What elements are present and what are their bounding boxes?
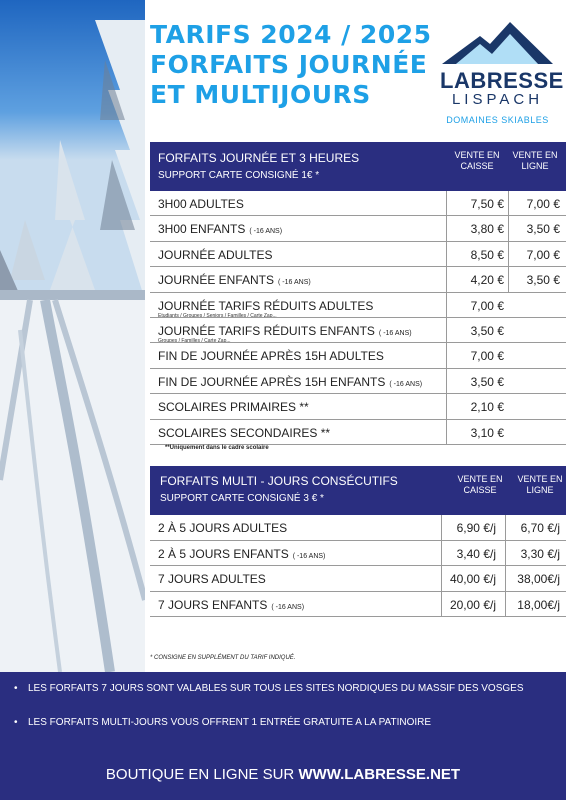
row-label-text: FIN DE JOURNÉE APRÈS 15H ENFANTS <box>158 374 386 389</box>
logo-brand: LABRESSE <box>440 68 564 93</box>
table-row <box>150 242 566 267</box>
price-ligne: 38,00€/j <box>517 572 560 586</box>
price-ligne: 3,50 € <box>526 273 560 288</box>
row-age-note: ( -16 ANS) <box>249 228 283 236</box>
row-label <box>158 400 309 414</box>
row-label-text: JOURNÉE TARIFS RÉDUITS ENFANTS <box>158 324 375 338</box>
table-row <box>150 343 566 368</box>
column-divider <box>508 191 509 293</box>
row-label-text: JOURNÉE ADULTES <box>158 247 273 262</box>
section1-col-ligne: VENTE EN LIGNE <box>512 150 558 171</box>
footer-bullet-2-text: LES FORFAITS MULTI-JOURS VOUS OFFRENT 1 ENTRÉE GRATUITE A LA PATINOIRE <box>28 717 432 728</box>
table-row <box>150 191 566 216</box>
price-caisse: 4,20 € <box>470 273 504 288</box>
price-caisse: 6,90 €/j <box>456 521 496 535</box>
shop-link[interactable] <box>0 766 566 783</box>
footer-bullet-1: • LES FORFAITS 7 JOURS SONT VALABLES SUR TOUS LES SITES NORDIQUES DU MASSIF DES VOSGES <box>14 683 524 694</box>
school-footnote: **Uniquement dans le cadre scolaire <box>165 445 269 451</box>
row-age-note: ( -16 ANS) <box>292 552 326 560</box>
row-age-note: ( -16 ANS) <box>389 380 423 388</box>
price-caisse: 3,10 € <box>470 425 504 440</box>
row-label <box>158 521 287 535</box>
row-age-note: ( -16 ANS) <box>278 279 311 287</box>
row-label-text: 7 JOURS ADULTES <box>158 572 266 586</box>
row-label-text: 7 JOURS ENFANTS <box>158 597 268 612</box>
row-label-text: 3H00 ADULTES <box>158 197 244 211</box>
column-divider <box>505 515 506 617</box>
row-label <box>158 248 272 262</box>
section2-header <box>150 466 566 515</box>
column-divider <box>446 191 447 445</box>
row-label-text: FIN DE JOURNÉE APRÈS 15H ADULTES <box>158 349 384 364</box>
row-label <box>158 572 266 586</box>
row-subnote: Etudiants / Groupes / Seniors / Familles / Carte Zap... <box>158 312 277 319</box>
row-label-text: 3H00 ENFANTS <box>158 222 246 237</box>
table-row <box>150 566 566 591</box>
title-line-3: ET MULTIJOURS <box>150 80 371 109</box>
consigne-note: * CONSIGNE EN SUPPLÉMENT DU TARIF INDIQUÉ. <box>150 655 296 661</box>
price-ligne: 7,00 € <box>526 197 560 211</box>
row-label <box>158 299 373 313</box>
footer-band <box>0 672 566 800</box>
labresse-logo <box>440 18 564 128</box>
section2-col-caisse: VENTE EN CAISSE <box>457 474 503 495</box>
table-row <box>150 420 566 445</box>
row-label <box>158 222 282 236</box>
row-label <box>158 426 330 440</box>
section2-col-ligne: VENTE EN LIGNE <box>517 474 563 495</box>
price-ligne: 3,50 € <box>526 222 560 237</box>
row-label <box>158 324 412 338</box>
price-ligne: 18,00€/j <box>517 597 560 612</box>
price-caisse: 7,00 € <box>470 349 504 364</box>
row-label <box>158 375 422 389</box>
row-label-text: JOURNÉE TARIFS RÉDUITS ADULTES <box>158 298 374 313</box>
footer-bullet-2: • LES FORFAITS MULTI-JOURS VOUS OFFRENT 1 ENTRÉE GRATUITE A LA PATINOIRE <box>14 717 432 728</box>
snowy-forest-photo <box>0 0 145 672</box>
table-row <box>150 369 566 394</box>
row-age-note: ( -16 ANS) <box>378 330 412 337</box>
table-row <box>150 592 566 617</box>
row-label <box>158 547 325 561</box>
footer-bullet-1-text: LES FORFAITS 7 JOURS SONT VALABLES SUR TOUS LES SITES NORDIQUES DU MASSIF DES VOSGES <box>28 683 524 694</box>
row-label-text: JOURNÉE ENFANTS <box>158 273 275 288</box>
shop-prefix: BOUTIQUE EN LIGNE SUR <box>105 766 299 783</box>
table-row <box>150 541 566 566</box>
mountain-icon <box>440 18 555 70</box>
row-divider <box>150 616 566 617</box>
price-caisse: 2,10 € <box>470 400 504 415</box>
table-row <box>150 216 566 241</box>
section1-header <box>150 142 566 191</box>
section1-col-caisse: VENTE EN CAISSE <box>454 150 500 171</box>
price-ligne: 3,30 €/j <box>520 546 560 561</box>
row-label-text: 2 À 5 JOURS ADULTES <box>158 521 288 535</box>
row-label-text: SCOLAIRES PRIMAIRES ** <box>158 400 309 415</box>
price-caisse: 3,80 € <box>470 222 504 237</box>
row-label <box>158 273 311 287</box>
logo-sub: LISPACH <box>451 91 544 108</box>
column-divider <box>441 515 442 617</box>
price-caisse: 3,40 €/j <box>456 546 496 561</box>
title-line-1: TARIFS 2024 / 2025 <box>150 20 432 49</box>
row-label-text: 2 À 5 JOURS ENFANTS <box>158 546 289 561</box>
price-ligne: 6,70 €/j <box>520 521 560 535</box>
table-row <box>150 515 566 540</box>
table-row <box>150 293 566 318</box>
price-caisse: 7,00 € <box>470 298 504 313</box>
price-caisse: 8,50 € <box>470 247 504 262</box>
price-ligne: 7,00 € <box>526 247 560 262</box>
table-row <box>150 318 566 343</box>
table-row <box>150 394 566 419</box>
section1-subtitle: SUPPORT CARTE CONSIGNÉ 1€ * <box>158 170 320 181</box>
shop-url[interactable]: WWW.LABRESSE.NET <box>298 766 461 783</box>
section2-title: FORFAITS MULTI - JOURS CONSÉCUTIFS <box>160 474 398 488</box>
price-caisse: 3,50 € <box>470 374 504 389</box>
row-label <box>158 197 244 211</box>
row-label-text: SCOLAIRES SECONDAIRES ** <box>158 425 331 440</box>
row-subnote: Groupes / Familles / Carte Zap... <box>158 338 231 344</box>
section2-subtitle: SUPPORT CARTE CONSIGNÉ 3 € * <box>160 493 324 504</box>
price-caisse: 20,00 €/j <box>449 597 496 612</box>
row-label <box>158 598 304 612</box>
price-caisse: 40,00 €/j <box>449 572 496 586</box>
logo-tagline: DOMAINES SKIABLES <box>446 115 549 125</box>
price-caisse: 7,50 € <box>470 197 504 211</box>
section1-title: FORFAITS JOURNÉE ET 3 HEURES <box>158 151 360 165</box>
row-age-note: ( -16 ANS) <box>271 603 305 611</box>
title-line-2: FORFAITS JOURNÉE <box>150 50 428 79</box>
row-label <box>158 349 384 363</box>
price-caisse: 3,50 € <box>470 324 504 338</box>
table-row <box>150 267 566 292</box>
page-title <box>150 20 432 110</box>
